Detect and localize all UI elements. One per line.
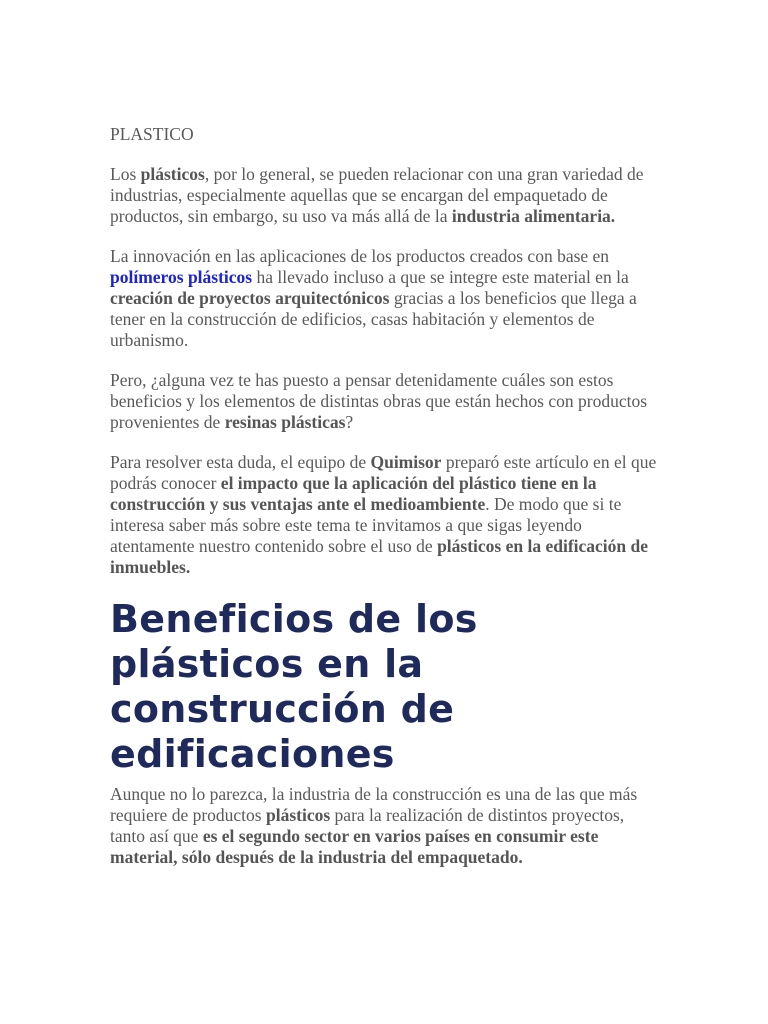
p4-bold-edificacion: plásticos en la edificación de inmuebles. <box>110 536 649 577</box>
p5-bold-plasticos: plásticos <box>265 805 331 825</box>
p1-text-2: , por lo general, se pueden relacionar con una gran variedad de industrias, especialmente aquellas que se encargan del empaquetado de productos, sin embargo, su uso va más allá de la <box>110 164 644 226</box>
p3-bold-resinas: resinas plásticas <box>224 412 346 432</box>
p5-text-2: para la realización de distintos proyectos, tanto así que <box>110 805 625 846</box>
section-heading: Beneficios de los plásticos en la construcción de edificaciones <box>110 597 478 776</box>
document-title: PLASTICO <box>110 124 194 144</box>
p3-text-2: ? <box>345 412 354 432</box>
p4-text-2: preparó este artículo en el que podrás conocer <box>110 452 657 493</box>
paragraph-intro <box>110 164 662 227</box>
document-page <box>110 124 662 887</box>
p2-bold-creacion: creación de proyectos arquitectónicos <box>110 288 390 308</box>
p2-text-2: ha llevado incluso a que se integre este material en la <box>252 267 629 287</box>
p4-bold-quimisor: Quimisor <box>370 452 442 472</box>
p1-text-1: Los <box>110 164 141 184</box>
paragraph-question <box>110 370 662 433</box>
p2-text-1: La innovación en las aplicaciones de los productos creados con base en <box>110 246 610 266</box>
paragraph-innovation <box>110 246 662 351</box>
p4-text-3: . De modo que si te interesa saber más sobre este tema te invitamos a que sigas leyendo atentamente nuestro contenido sobre el uso de <box>110 494 622 556</box>
p1-bold-industria: industria alimentaria. <box>451 206 616 226</box>
paragraph-construction <box>110 784 662 868</box>
paragraph-quimisor <box>110 452 662 578</box>
p3-text-1: Pero, ¿alguna vez te has puesto a pensar detenidamente cuáles son estos beneficios y los elementos de distintas obras que están hechos con productos provenientes de <box>110 370 648 432</box>
p5-text-1: Aunque no lo parezca, la industria de la construcción es una de las que más requiere de productos <box>110 784 638 825</box>
p5-bold-segundo-sector: es el segundo sector en varios países en consumir este material, sólo después de la industria del empaquetado. <box>110 826 599 867</box>
p1-bold-plasticos: plásticos <box>140 164 205 184</box>
p4-bold-impacto: el impacto que la aplicación del plástico tiene en la construcción y sus ventajas ante el medioambiente <box>110 473 597 514</box>
polimeros-plasticos-link[interactable]: polímeros plásticos <box>110 267 253 287</box>
p2-text-3: gracias a los beneficios que llega a tener en la construcción de edificios, casas habitación y elementos de urbanismo. <box>110 288 637 350</box>
p4-text-1: Para resolver esta duda, el equipo de <box>110 452 371 472</box>
